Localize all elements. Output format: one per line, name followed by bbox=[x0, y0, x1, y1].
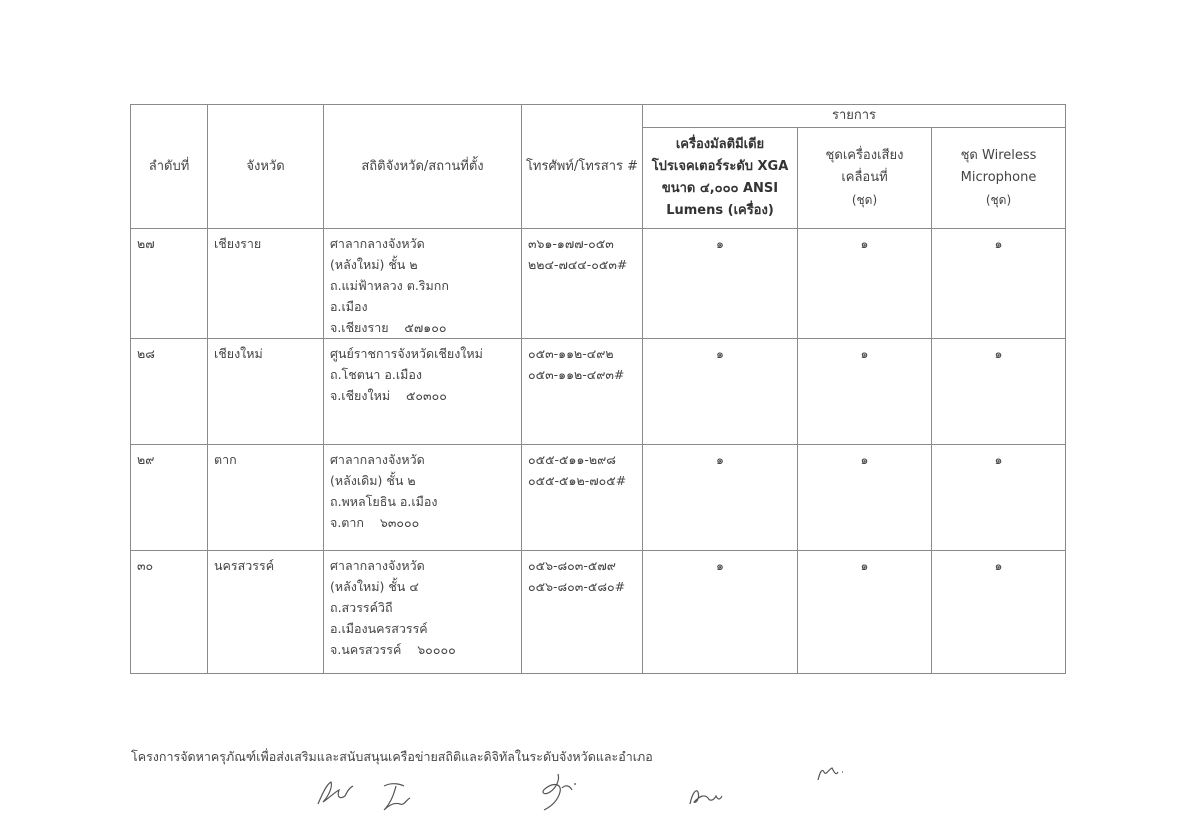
cell-phone bbox=[522, 551, 643, 674]
cell-projector: ๑ bbox=[643, 551, 798, 674]
table-row bbox=[131, 229, 1066, 339]
header-no: ลำดับที่ bbox=[131, 105, 208, 229]
signature-1 bbox=[315, 778, 355, 808]
header-sound-unit: (ชุด) bbox=[851, 193, 878, 207]
phone-line: ๐๕๕-๕๑๒-๗๐๕# bbox=[528, 473, 627, 488]
address-line: ศูนย์ราชการจังหวัดเชียงใหม่ bbox=[330, 346, 483, 361]
address-line: จ.เชียงราย ๕๗๑๐๐ bbox=[330, 320, 447, 335]
cell-sound: ๑ bbox=[798, 339, 932, 445]
header-mic-line: Microphone bbox=[960, 170, 1037, 185]
header-phone: โทรศัพท์/โทรสาร # bbox=[522, 105, 643, 229]
phone-line: ๓๖๑-๑๗๗-๐๕๓ bbox=[528, 236, 614, 251]
header-sound-line: เคลื่อนที่ bbox=[841, 170, 888, 185]
address-line: ถ.พหลโยธิน อ.เมือง bbox=[330, 494, 438, 509]
address-line: ถ.สวรรค์วิถี bbox=[330, 600, 393, 615]
address-line: จ.นครสวรรค์ ๖๐๐๐๐ bbox=[330, 642, 456, 657]
cell-projector: ๑ bbox=[643, 445, 798, 551]
cell-address bbox=[324, 551, 522, 674]
cell-projector: ๑ bbox=[643, 229, 798, 339]
signature-3 bbox=[532, 770, 588, 814]
phone-line: ๐๕๓-๑๑๒-๔๙๒ bbox=[528, 346, 614, 361]
cell-mic: ๑ bbox=[932, 551, 1066, 674]
address-line: อ.เมือง bbox=[330, 299, 368, 314]
address-line: ถ.แม่ฟ้าหลวง ต.ริมกก bbox=[330, 278, 449, 293]
header-projector-line: ขนาด ๔,๐๐๐ ANSI bbox=[661, 181, 779, 196]
cell-no: ๒๘ bbox=[131, 339, 208, 445]
header-sound-line: ชุดเครื่องเสียง bbox=[825, 148, 904, 163]
cell-projector: ๑ bbox=[643, 339, 798, 445]
phone-line: ๐๕๖-๘๐๓-๕๘๐# bbox=[528, 579, 626, 594]
signature-4 bbox=[686, 784, 726, 808]
cell-mic: ๑ bbox=[932, 229, 1066, 339]
signature-2 bbox=[378, 780, 418, 814]
table-row bbox=[131, 339, 1066, 445]
signature-5 bbox=[814, 762, 846, 784]
table-row bbox=[131, 551, 1066, 674]
phone-line: ๐๕๕-๕๑๑-๒๙๘ bbox=[528, 452, 616, 467]
cell-no: ๒๗ bbox=[131, 229, 208, 339]
cell-address bbox=[324, 339, 522, 445]
cell-no: ๓๐ bbox=[131, 551, 208, 674]
phone-line: ๒๒๔-๗๔๔-๐๕๓# bbox=[528, 257, 628, 272]
address-line: (หลังใหม่) ชั้น ๒ bbox=[330, 257, 418, 272]
address-line: ศาลากลางจังหวัด bbox=[330, 236, 425, 251]
cell-phone bbox=[522, 339, 643, 445]
header-sound bbox=[798, 128, 932, 229]
cell-province: เชียงราย bbox=[208, 229, 324, 339]
header-mic-unit: (ชุด) bbox=[985, 193, 1012, 207]
address-line: (หลังเดิม) ชั้น ๒ bbox=[330, 473, 416, 488]
cell-no: ๒๙ bbox=[131, 445, 208, 551]
header-mic-line: ชุด Wireless bbox=[960, 148, 1037, 163]
header-province: จังหวัด bbox=[208, 105, 324, 229]
address-line: ถ.โชตนา อ.เมือง bbox=[330, 367, 422, 382]
header-items-group: รายการ bbox=[643, 105, 1066, 128]
cell-province: เชียงใหม่ bbox=[208, 339, 324, 445]
cell-province: ตาก bbox=[208, 445, 324, 551]
phone-line: ๐๕๖-๘๐๓-๕๗๙ bbox=[528, 558, 616, 573]
signature-area bbox=[300, 758, 860, 818]
address-line: จ.ตาก ๖๓๐๐๐ bbox=[330, 515, 420, 530]
project-footer-text: โครงการจัดหาครุภัณฑ์เพื่อส่งเสริมและสนับสนุนเครือข่ายสถิติและดิจิทัลในระดับจังหวัดและอำเภอ bbox=[131, 749, 653, 764]
header-projector bbox=[643, 128, 798, 229]
cell-address bbox=[324, 229, 522, 339]
address-line: (หลังใหม่) ชั้น ๔ bbox=[330, 579, 419, 594]
address-line: จ.เชียงใหม่ ๕๐๓๐๐ bbox=[330, 388, 447, 403]
cell-phone bbox=[522, 229, 643, 339]
phone-line: ๐๕๓-๑๑๒-๔๙๓# bbox=[528, 367, 625, 382]
address-line: ศาลากลางจังหวัด bbox=[330, 452, 425, 467]
cell-province: นครสวรรค์ bbox=[208, 551, 324, 674]
table-row bbox=[131, 445, 1066, 551]
header-mic bbox=[932, 128, 1066, 229]
address-line: อ.เมืองนครสวรรค์ bbox=[330, 621, 428, 636]
cell-sound: ๑ bbox=[798, 551, 932, 674]
header-projector-line: Lumens (เครื่อง) bbox=[666, 203, 774, 218]
equipment-table bbox=[130, 104, 1066, 674]
cell-phone bbox=[522, 445, 643, 551]
header-projector-line: เครื่องมัลติมีเดีย bbox=[675, 137, 765, 152]
header-office: สถิติจังหวัด/สถานที่ตั้ง bbox=[324, 105, 522, 229]
header-projector-line: โปรเจคเตอร์ระดับ XGA bbox=[651, 159, 789, 174]
cell-mic: ๑ bbox=[932, 339, 1066, 445]
cell-sound: ๑ bbox=[798, 229, 932, 339]
cell-sound: ๑ bbox=[798, 445, 932, 551]
cell-mic: ๑ bbox=[932, 445, 1066, 551]
address-line: ศาลากลางจังหวัด bbox=[330, 558, 425, 573]
cell-address bbox=[324, 445, 522, 551]
